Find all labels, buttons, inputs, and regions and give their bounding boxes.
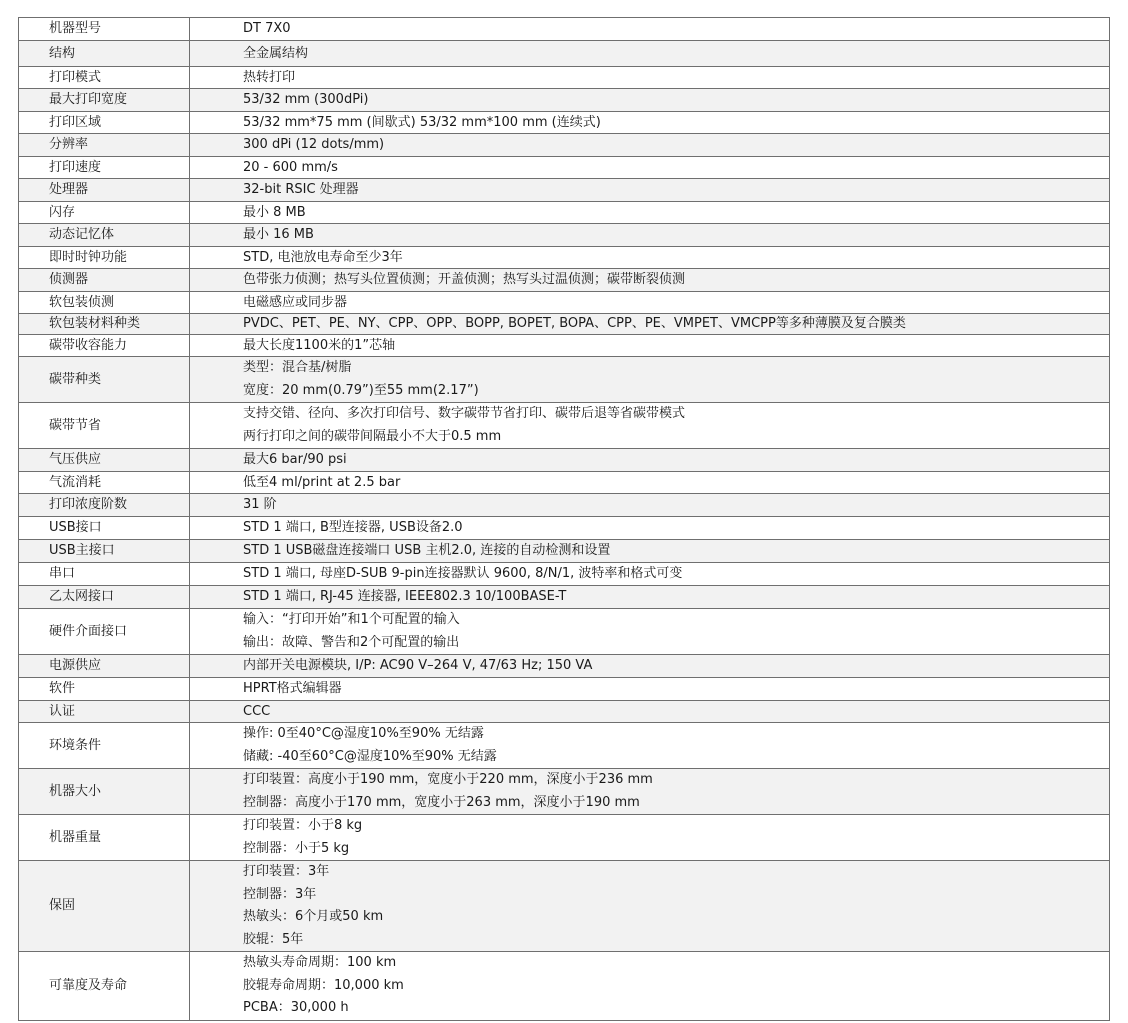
spec-value-line: 胶辊：5年 <box>243 931 304 947</box>
spec-label: USB接口 <box>19 517 190 540</box>
spec-value <box>190 247 1110 269</box>
spec-label: 可靠度及寿命 <box>19 952 190 1021</box>
spec-label: 闪存 <box>19 202 190 224</box>
spec-value-line: STD 1 USB磁盘连接端口 USB 主机2.0, 连接的自动检测和设置 <box>243 543 611 558</box>
spec-value-line: 控制器：小于5 kg <box>243 840 350 856</box>
spec-label: 碳带种类 <box>19 357 190 403</box>
spec-row <box>19 292 1110 314</box>
spec-label: USB主接口 <box>19 540 190 563</box>
spec-value <box>190 314 1110 335</box>
spec-label: 气流消耗 <box>19 472 190 494</box>
spec-row <box>19 540 1110 563</box>
spec-value-line: 类型：混合基/树脂 <box>243 360 352 375</box>
spec-label: 软包装侦测 <box>19 292 190 314</box>
spec-row <box>19 357 1110 403</box>
spec-row <box>19 335 1110 357</box>
spec-value-line: 宽度：20 mm(0.79”)至55 mm(2.17”) <box>243 382 479 398</box>
spec-value <box>190 67 1110 89</box>
spec-value-line: 300 dPi (12 dots/mm) <box>243 137 385 152</box>
spec-value-line: 热敏头寿命周期：100 km <box>243 955 397 970</box>
spec-value-line: 两行打印之间的碳带间隔最小不大于0.5 mm <box>243 428 502 444</box>
spec-value-line: 最大长度1100米的1”芯轴 <box>243 337 396 353</box>
spec-label: 侦测器 <box>19 269 190 292</box>
spec-row <box>19 247 1110 269</box>
spec-value-line: 支持交错、径向、多次打印信号、数字碳带节省打印、碳带后退等省碳带模式 <box>243 406 686 421</box>
spec-value-line: 打印装置：小于8 kg <box>243 818 363 833</box>
spec-row <box>19 202 1110 224</box>
spec-value-line: 热转打印 <box>243 69 296 85</box>
spec-value <box>190 357 1110 403</box>
spec-value-line: STD 1 端口, 母座D-SUB 9-pin连接器默认 9600, 8/N/1, 波特率和格式可变 <box>243 566 683 581</box>
spec-value <box>190 494 1110 517</box>
spec-value-line: PCBA：30,000 h <box>243 1000 349 1015</box>
spec-value-line: 胶辊寿命周期：10,000 km <box>243 977 404 993</box>
spec-value-line: 32-bit RSIC 处理器 <box>243 182 359 197</box>
spec-value-line: 控制器：3年 <box>243 886 317 902</box>
spec-label: 打印模式 <box>19 67 190 89</box>
spec-value-line: 控制器：高度小于170 mm，宽度小于263 mm，深度小于190 mm <box>243 794 640 810</box>
spec-value <box>190 89 1110 112</box>
spec-row <box>19 494 1110 517</box>
spec-value <box>190 179 1110 202</box>
spec-row <box>19 89 1110 112</box>
spec-value <box>190 769 1110 815</box>
spec-row <box>19 269 1110 292</box>
spec-label: 分辨率 <box>19 134 190 157</box>
spec-value <box>190 292 1110 314</box>
spec-value <box>190 403 1110 449</box>
spec-label: 气压供应 <box>19 449 190 472</box>
spec-row <box>19 609 1110 655</box>
spec-row <box>19 815 1110 861</box>
spec-value <box>190 563 1110 586</box>
spec-row <box>19 678 1110 701</box>
spec-value-line: 53/32 mm (300dPi) <box>243 92 369 107</box>
spec-row <box>19 586 1110 609</box>
spec-value-line: 内部开关电源模块, I/P: AC90 V–264 V, 47/63 Hz; 150 VA <box>243 658 593 673</box>
spec-label: 碳带收容能力 <box>19 335 190 357</box>
spec-label: 打印区域 <box>19 112 190 134</box>
spec-table-body <box>19 18 1110 1021</box>
spec-row <box>19 179 1110 202</box>
spec-value-line: 色带张力侦测；热写头位置侦测；开盖侦测；热写头过温侦测；碳带断裂侦测 <box>243 272 686 287</box>
spec-value <box>190 701 1110 723</box>
spec-row <box>19 403 1110 449</box>
spec-value <box>190 815 1110 861</box>
spec-row <box>19 701 1110 723</box>
spec-row <box>19 112 1110 134</box>
spec-row <box>19 449 1110 472</box>
spec-value-line: 输出：故障、警告和2个可配置的输出 <box>243 634 460 650</box>
spec-label: 认证 <box>19 701 190 723</box>
spec-row <box>19 18 1110 41</box>
spec-label: 环境条件 <box>19 723 190 769</box>
spec-value <box>190 224 1110 247</box>
spec-value <box>190 655 1110 678</box>
spec-value-line: 最大6 bar/90 psi <box>243 452 347 467</box>
spec-label: 软包装材料种类 <box>19 314 190 335</box>
spec-row <box>19 472 1110 494</box>
spec-value <box>190 41 1110 67</box>
spec-label: 结构 <box>19 41 190 67</box>
spec-row <box>19 41 1110 67</box>
spec-value <box>190 472 1110 494</box>
spec-value <box>190 678 1110 701</box>
spec-row <box>19 67 1110 89</box>
spec-row <box>19 723 1110 769</box>
spec-row <box>19 314 1110 335</box>
spec-label: 机器大小 <box>19 769 190 815</box>
spec-value-line: 操作: 0至40°C@湿度10%至90% 无结露 <box>243 726 484 741</box>
spec-value-line: 打印装置：3年 <box>243 864 330 879</box>
spec-value-line: CCC <box>243 703 271 719</box>
spec-value-line: 20 - 600 mm/s <box>243 159 338 175</box>
spec-label: 乙太网接口 <box>19 586 190 609</box>
spec-row <box>19 769 1110 815</box>
spec-row <box>19 134 1110 157</box>
spec-label: 机器型号 <box>19 18 190 41</box>
spec-value <box>190 18 1110 41</box>
spec-value <box>190 335 1110 357</box>
spec-value-line: 低至4 ml/print at 2.5 bar <box>243 474 401 490</box>
spec-label: 打印速度 <box>19 157 190 179</box>
spec-value-line: 最小 8 MB <box>243 204 306 220</box>
spec-label: 电源供应 <box>19 655 190 678</box>
spec-value <box>190 540 1110 563</box>
spec-value <box>190 157 1110 179</box>
spec-label: 处理器 <box>19 179 190 202</box>
spec-label: 硬件介面接口 <box>19 609 190 655</box>
spec-value <box>190 202 1110 224</box>
spec-label: 软件 <box>19 678 190 701</box>
spec-label: 动态记忆体 <box>19 224 190 247</box>
spec-row <box>19 861 1110 952</box>
spec-value <box>190 861 1110 952</box>
spec-value-line: 打印装置：高度小于190 mm，宽度小于220 mm，深度小于236 mm <box>243 772 653 787</box>
spec-label: 机器重量 <box>19 815 190 861</box>
spec-row <box>19 952 1110 1021</box>
spec-label: 碳带节省 <box>19 403 190 449</box>
spec-row <box>19 224 1110 247</box>
spec-label: 串口 <box>19 563 190 586</box>
spec-value <box>190 269 1110 292</box>
spec-value-line: 储藏: -40至60°C@湿度10%至90% 无结露 <box>243 748 497 764</box>
spec-value-line: PVDC、PET、PE、NY、CPP、OPP、BOPP, BOPET, BOPA、CPP、PE、VMPET、VMCPP等多种薄膜及复合膜类 <box>243 316 906 331</box>
spec-value <box>190 517 1110 540</box>
spec-value-line: STD 1 端口, RJ-45 连接器, IEEE802.3 10/100BASE-T <box>243 589 567 604</box>
spec-value <box>190 609 1110 655</box>
spec-value-line: HPRT格式编辑器 <box>243 681 342 696</box>
spec-value-line: 电磁感应或同步器 <box>243 294 348 310</box>
spec-table <box>18 17 1110 1021</box>
spec-value <box>190 112 1110 134</box>
spec-label: 最大打印宽度 <box>19 89 190 112</box>
spec-value-line: 热敏头：6个月或50 km <box>243 909 384 924</box>
spec-value <box>190 134 1110 157</box>
spec-row <box>19 157 1110 179</box>
spec-value-line: 31 阶 <box>243 497 277 512</box>
spec-row <box>19 655 1110 678</box>
spec-value <box>190 952 1110 1021</box>
spec-value <box>190 586 1110 609</box>
spec-value-line: STD, 电池放电寿命至少3年 <box>243 249 403 265</box>
spec-value-line: 最小 16 MB <box>243 227 314 242</box>
spec-value <box>190 723 1110 769</box>
spec-value-line: 全金属结构 <box>243 45 309 61</box>
spec-row <box>19 517 1110 540</box>
spec-label: 保固 <box>19 861 190 952</box>
spec-value <box>190 449 1110 472</box>
spec-value-line: 53/32 mm*75 mm (间歇式) 53/32 mm*100 mm (连续式) <box>243 114 601 130</box>
spec-value-line: DT 7X0 <box>243 21 291 36</box>
spec-value-line: STD 1 端口, B型连接器, USB设备2.0 <box>243 520 463 535</box>
spec-label: 打印浓度阶数 <box>19 494 190 517</box>
spec-label: 即时时钟功能 <box>19 247 190 269</box>
spec-row <box>19 563 1110 586</box>
spec-value-line: 输入：“打印开始”和1个可配置的输入 <box>243 612 460 627</box>
